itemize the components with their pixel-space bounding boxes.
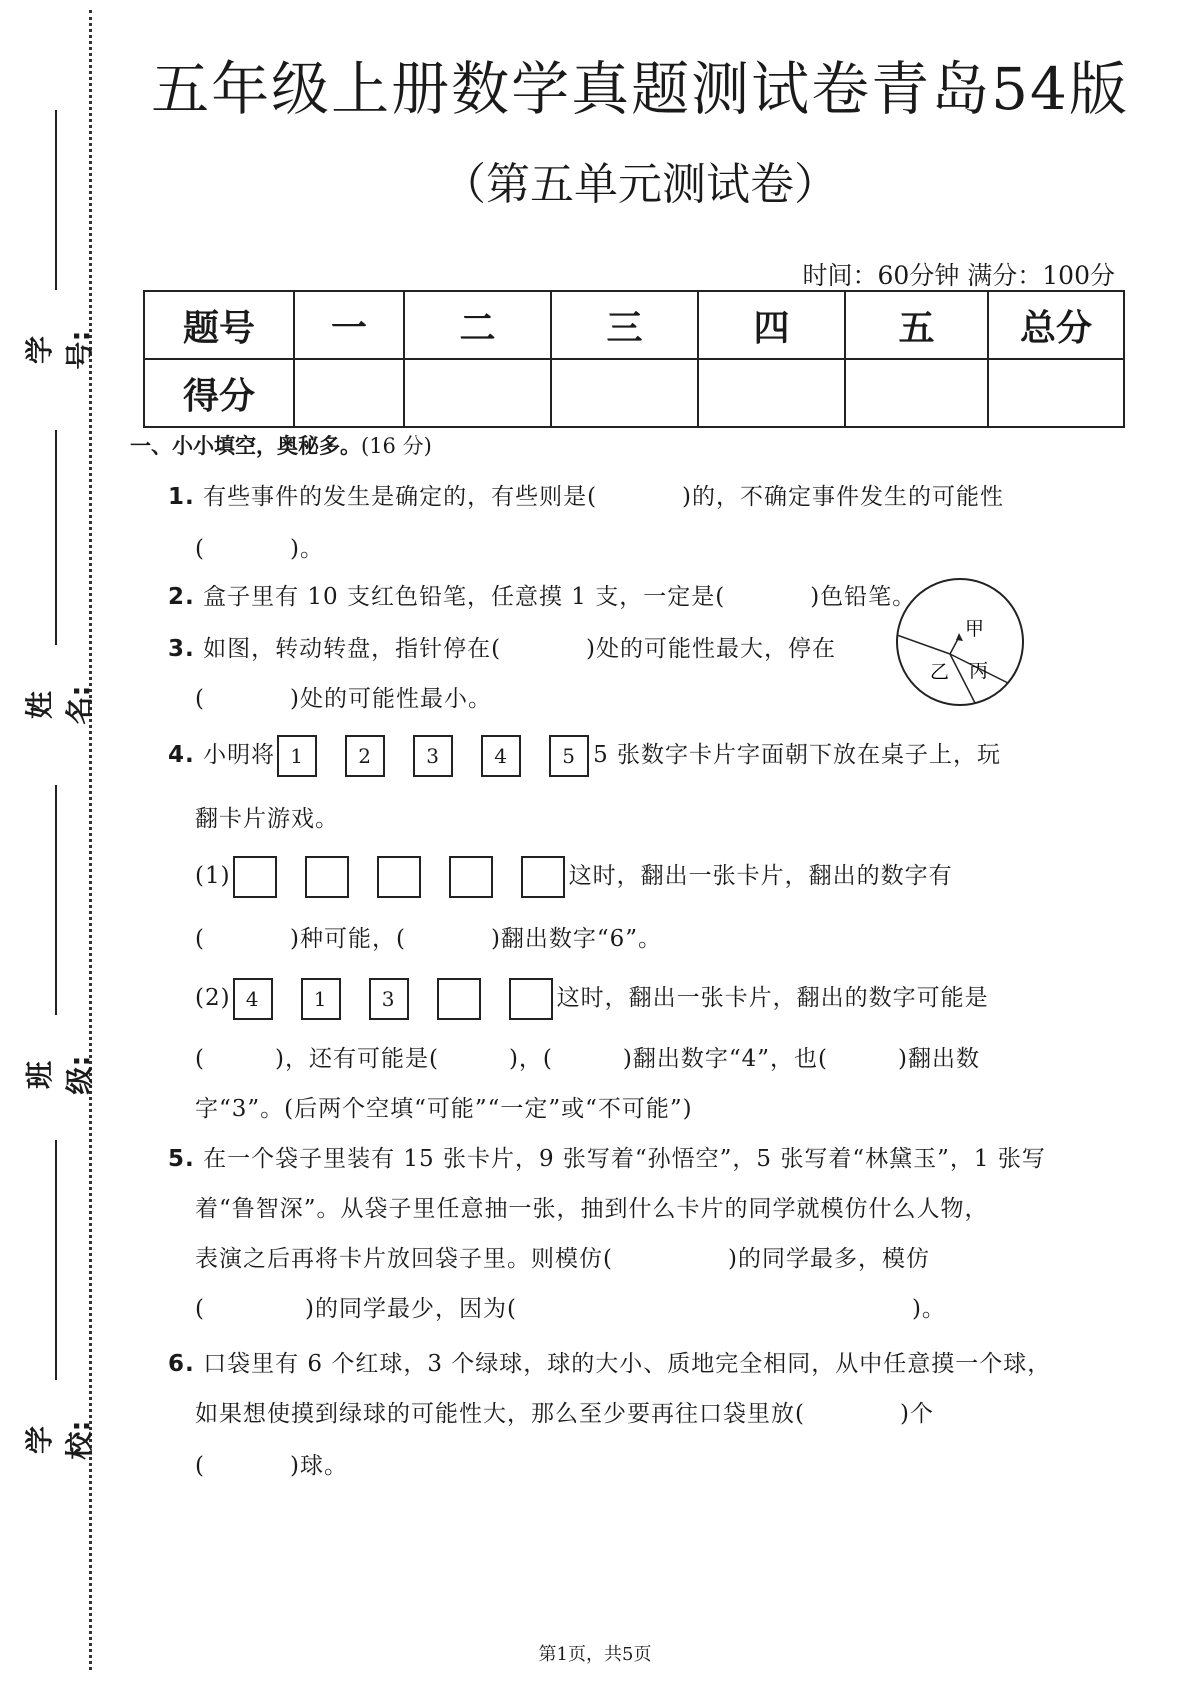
- number-card: 1: [301, 978, 341, 1020]
- section-1-score: (16 分): [361, 434, 432, 458]
- score-row: [144, 359, 1124, 427]
- question-text: )翻出数字“6”。: [490, 926, 663, 952]
- question-text: )种可能，(: [289, 926, 406, 952]
- question-4-number: 4.: [168, 742, 195, 768]
- section-1-heading: [130, 430, 432, 460]
- question-5-text: )的同学最多，模仿: [727, 1246, 930, 1272]
- question-5-line-2: [195, 1190, 989, 1223]
- time-score-info: 时间：60分钟 满分：100分: [802, 261, 1115, 290]
- question-6-line-3: [195, 1447, 348, 1480]
- page-number: 第1页，共5页: [538, 1644, 652, 1665]
- score-cell[interactable]: [698, 359, 845, 427]
- number-card: 4: [481, 735, 521, 777]
- face-down-card: [305, 856, 349, 898]
- question-2-text: )色铅笔。: [810, 584, 917, 610]
- question-5-text: 表演之后再将卡片放回袋子里。则模仿(: [195, 1246, 613, 1272]
- question-text: (: [195, 1046, 205, 1072]
- question-3-line-1: [168, 630, 836, 663]
- student-id-label: 学号:: [23, 330, 96, 370]
- question-3-text: 如图，转动转盘，指针停在(: [203, 636, 502, 662]
- class-label: 班级:: [23, 1055, 96, 1095]
- class-line: [55, 785, 57, 1015]
- question-4-text: 5 张数字卡片字面朝下放在桌子上，玩: [593, 742, 1002, 768]
- question-5-text: 在一个袋子里装有 15 张卡片，9 张写着“孙悟空”，5 张写着“林黛玉”，1 张写: [203, 1146, 1046, 1172]
- question-5-number: 5.: [168, 1146, 195, 1172]
- question-4-line-1: [168, 735, 1001, 777]
- face-down-card: [449, 856, 493, 898]
- number-card: 1: [277, 735, 317, 777]
- exam-title: 五年级上册数学真题测试卷青岛54版: [151, 55, 1129, 123]
- question-3-text: (: [195, 686, 205, 712]
- sub-question-label: (2): [195, 985, 231, 1011]
- question-1-line-1: [168, 478, 1004, 511]
- face-down-card: [437, 978, 481, 1020]
- question-5-text: 着“鲁智深”。从袋子里任意抽一张，抽到什么卡片的同学就模仿什么人物，: [195, 1196, 989, 1222]
- question-5-line-3: [195, 1240, 930, 1273]
- question-text: )翻出数: [898, 1046, 980, 1072]
- question-5-line-4: [195, 1290, 946, 1323]
- question-6-text: 口袋里有 6 个红球，3 个绿球，球的大小、质地完全相同，从中任意摸一个球，: [203, 1351, 1052, 1377]
- column-3-header: 三: [551, 291, 698, 359]
- question-text: )，还有可能是(: [274, 1046, 439, 1072]
- question-text: )翻出数字“4”，也(: [622, 1046, 828, 1072]
- face-down-card: [521, 856, 565, 898]
- question-4-text: 小明将: [203, 742, 276, 768]
- question-6-text: )个: [899, 1401, 934, 1427]
- question-5-text: )的同学最少，因为(: [304, 1296, 517, 1322]
- question-4-1-line-1: [195, 856, 953, 898]
- column-2-header: 二: [404, 291, 551, 359]
- exam-subtitle: （第五单元测试卷）: [442, 159, 838, 210]
- spinner-diagram: [893, 575, 1028, 710]
- number-card: 4: [233, 978, 273, 1020]
- spinner-label-yi: 乙: [930, 661, 950, 683]
- section-1-title: 一、小小填空，奥秘多。: [130, 434, 361, 458]
- number-card: 3: [413, 735, 453, 777]
- question-4-text: 翻卡片游戏。: [195, 806, 339, 832]
- question-4-1-line-2: [195, 920, 662, 953]
- question-text: )，(: [508, 1046, 553, 1072]
- question-4-line-2: [195, 800, 339, 833]
- column-1-header: 一: [294, 291, 404, 359]
- question-1-text: )的，不确定事件发生的可能性: [682, 484, 1005, 510]
- total-header: 总分: [988, 291, 1124, 359]
- question-5-text: )。: [911, 1296, 946, 1322]
- number-card: 5: [549, 735, 589, 777]
- question-6-text: )球。: [289, 1453, 348, 1479]
- spinner-label-jia: 甲: [965, 618, 985, 640]
- question-5-line-1: [168, 1140, 1046, 1173]
- question-4-1-text: 这时，翻出一张卡片，翻出的数字有: [568, 863, 953, 889]
- question-4-2-text: 这时，翻出一张卡片，翻出的数字可能是: [556, 985, 989, 1011]
- question-3-text: )处的可能性最大，停在: [586, 636, 837, 662]
- sub-question-label: (1): [195, 863, 231, 889]
- face-down-card: [377, 856, 421, 898]
- score-table: [143, 290, 1125, 428]
- question-2-line: [168, 578, 916, 611]
- question-4-2-line-3: [195, 1090, 693, 1123]
- number-card: 2: [345, 735, 385, 777]
- score-cell[interactable]: [404, 359, 551, 427]
- question-1-line-2: [195, 530, 324, 563]
- score-cell[interactable]: [988, 359, 1124, 427]
- question-text: (: [195, 926, 205, 952]
- face-down-card: [509, 978, 553, 1020]
- column-5-header: 五: [845, 291, 988, 359]
- spinner-label-bing: 丙: [969, 660, 989, 682]
- school-line: [55, 1140, 57, 1380]
- face-down-card: [233, 856, 277, 898]
- question-number-header: 题号: [144, 291, 294, 359]
- score-row-label: 得分: [144, 359, 294, 427]
- question-2-text: 盒子里有 10 支红色铅笔，任意摸 1 支，一定是(: [203, 584, 726, 610]
- score-cell[interactable]: [294, 359, 404, 427]
- question-3-text: )处的可能性最小。: [289, 686, 492, 712]
- question-6-line-1: [168, 1345, 1051, 1378]
- score-table-header-row: [144, 291, 1124, 359]
- name-line: [55, 430, 57, 645]
- number-card: 3: [369, 978, 409, 1020]
- question-4-2-line-2: [195, 1040, 980, 1073]
- question-5-text: (: [195, 1296, 205, 1322]
- score-cell[interactable]: [551, 359, 698, 427]
- question-3-line-2: [195, 680, 492, 713]
- question-3-number: 3.: [168, 636, 195, 662]
- question-6-text: 如果想使摸到绿球的可能性大，那么至少要再往口袋里放(: [195, 1401, 805, 1427]
- student-id-line: [55, 110, 57, 290]
- question-2-number: 2.: [168, 584, 195, 610]
- question-text: 字“3”。(后两个空填“可能”“一定”或“不可能”): [195, 1096, 693, 1122]
- question-1-text: )。: [289, 536, 324, 562]
- question-1-text: (: [195, 536, 205, 562]
- question-6-number: 6.: [168, 1351, 195, 1377]
- question-1-number: 1.: [168, 484, 195, 510]
- question-6-line-2: [195, 1395, 934, 1428]
- school-label: 学校:: [23, 1420, 96, 1460]
- score-cell[interactable]: [845, 359, 988, 427]
- column-4-header: 四: [698, 291, 845, 359]
- question-6-text: (: [195, 1453, 205, 1479]
- question-1-text: 有些事件的发生是确定的，有些则是(: [203, 484, 598, 510]
- name-label: 姓名:: [23, 685, 96, 725]
- question-4-2-line-1: [195, 978, 989, 1020]
